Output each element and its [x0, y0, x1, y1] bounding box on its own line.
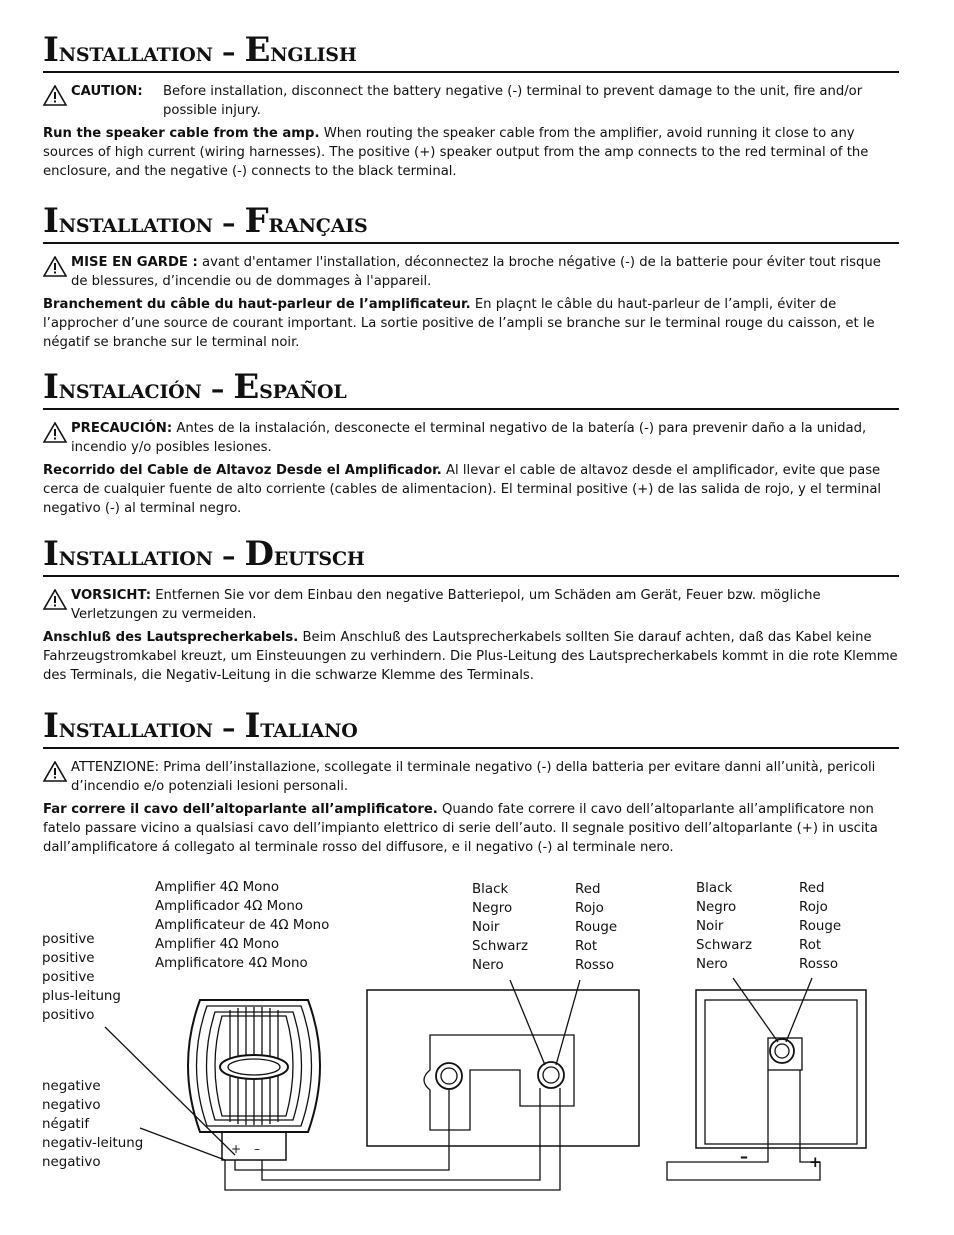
section-espanol: [43, 367, 899, 518]
amp-plus-sign: +: [231, 1142, 242, 1156]
section-italiano: [43, 706, 899, 857]
caution-label: CAUTION:: [71, 84, 143, 99]
section-francais: [43, 201, 899, 352]
paragraph-text: Quando fate correre il cavo dell’altoparlante all’amplificatore non fatelo passare vicino a qualsiasi cavo dell’impianto elettrico di serie dell’auto. Il segnale positivo dell’altoparlante (+) in uscita dall’amplificatore á collegato al terminale rosso del diffusore, e il negativo (-) al terminale nero.: [43, 802, 878, 855]
body-paragraph: [43, 461, 899, 518]
wiring-drawing: [0, 870, 954, 1235]
paragraph-text: Beim Anschluß des Lautsprecherkabels sollten Sie darauf achten, daß das Kabel keine Fahrzeugstromkabel kreuzt, um Einsteuungen zu verhindern. Die Plus-Leitung des Lautsprecherkabels kommt in die rote Klemme des Terminals, die Negativ-Leitung in die schwarze Klemme des Terminals.: [43, 630, 898, 683]
warning-icon: [43, 256, 67, 277]
paragraph-text: Al llevar el cable de altavoz desde el amplificador, evite que pase cerca de cualquier fuente de alto corriente (cables de alimentacion). El terminal positive (+) de las salida de rojo, y el terminal negativo (-) al terminal negro.: [43, 463, 882, 516]
caution-text: ATTENZIONE: Prima dell’installazione, scollegate il terminale negativo (-) della batteria per evitare danni all’unità, pericoli d’incendio e/o potenziali lesioni personali.: [71, 760, 876, 794]
body-paragraph: [43, 295, 899, 352]
box2-minus-sign: –: [740, 1147, 748, 1166]
red-terminal-labels: Red Rojo Rouge Rot Rosso: [575, 882, 618, 973]
caution-label: ATTENZIONE:: [71, 760, 160, 775]
caution-block: [43, 586, 899, 624]
caution-block: [43, 419, 899, 457]
warning-icon: [43, 589, 67, 610]
enclosure-2-inner: [705, 1000, 857, 1144]
warning-icon: [43, 422, 67, 443]
caution-block: [43, 253, 899, 291]
caution-text: PRECAUCIÓN: Antes de la instalación, desconecte el terminal negativo de la batería (-) para prevenir daño a la unidad, incendio y/o posibles lesiones.: [71, 421, 867, 455]
section-heading: Instalación – Español: [43, 370, 899, 410]
caution-block: [43, 758, 899, 796]
positive-labels: positive positive positive plus-leitung positivo: [42, 932, 121, 1023]
section-english: [43, 30, 899, 181]
paragraph-lead: Far correre il cavo dell’altoparlante all’amplificatore.: [43, 802, 438, 817]
body-paragraph: [43, 124, 899, 181]
terminal-pair-2: [770, 1039, 794, 1063]
red-terminal-labels-2: Red Rojo Rouge Rot Rosso: [799, 881, 842, 972]
box2-plus-sign: +: [809, 1153, 822, 1171]
paragraph-text: When routing the speaker cable from the amplifier, avoid running it close to any sources of high current (wiring harnesses). The positive (+) speaker output from the amp connects to the red terminal of the enclosure, and the negative (-) connects to the black terminal.: [43, 126, 869, 179]
section-heading: Installation – Français: [43, 204, 899, 244]
enclosure-1: [367, 990, 639, 1146]
amplifier-labels: Amplifier 4Ω Mono Amplificador 4Ω Mono Amplificateur de 4Ω Mono Amplifier 4Ω Mono Amplificatore 4Ω Mono: [155, 880, 330, 971]
caution-block: [43, 82, 899, 120]
paragraph-lead: Recorrido del Cable de Altavoz Desde el Amplificador.: [43, 463, 442, 478]
section-heading: Installation – Italiano: [43, 709, 899, 749]
paragraph-lead: Anschluß des Lautsprecherkabels.: [43, 630, 299, 645]
paragraph-text: En plaçnt le câble du haut-parleur de l’ampli, éviter de l’approcher d’une source de courant important. La sortie positive de l’ampli se branche sur le terminal rouge du caisson, et le négatif se branche sur le terminal noir.: [43, 297, 875, 350]
warning-icon: [43, 85, 67, 106]
terminal-black-1: [436, 1063, 462, 1089]
section-heading: Installation – English: [43, 33, 899, 73]
paragraph-lead: Branchement du câble du haut-parleur de l’amplificateur.: [43, 297, 471, 312]
amp-minus-sign: –: [254, 1142, 260, 1156]
enclosure-2: [696, 990, 866, 1148]
caution-label: MISE EN GARDE :: [71, 255, 198, 270]
negative-labels: negative negativo négatif negativ-leitung negativo: [42, 1079, 144, 1170]
body-paragraph: [43, 800, 899, 857]
caution-text: Before installation, disconnect the battery negative (-) terminal to prevent damage to the unit, fire and/or possible injury.: [163, 84, 863, 118]
section-heading: Installation – Deutsch: [43, 537, 899, 577]
caution-label: VORSICHT:: [71, 588, 152, 603]
amplifier-image: [188, 1000, 320, 1160]
caution-text: MISE EN GARDE : avant d'entamer l'installation, déconnectez la broche négative (-) de la batterie pour éviter tout risque de blessures, d’incendie ou de dommages à l'appareil.: [71, 255, 881, 289]
caution-text: VORSICHT: Entfernen Sie vor dem Einbau den negative Batteriepol, um Schäden am Gerät, Feuer bzw. mögliche Verletzungen zu vermeiden.: [71, 588, 821, 622]
warning-icon: [43, 761, 67, 782]
terminal-red-1: [538, 1062, 564, 1088]
caution-label: PRECAUCIÓN:: [71, 421, 173, 436]
body-paragraph: [43, 628, 899, 685]
wiring-diagram: [0, 870, 954, 1235]
black-terminal-labels-2: Black Negro Noir Schwarz Nero: [696, 881, 753, 972]
black-terminal-labels: Black Negro Noir Schwarz Nero: [472, 882, 529, 973]
paragraph-lead: Run the speaker cable from the amp.: [43, 126, 320, 141]
section-deutsch: [43, 534, 899, 685]
